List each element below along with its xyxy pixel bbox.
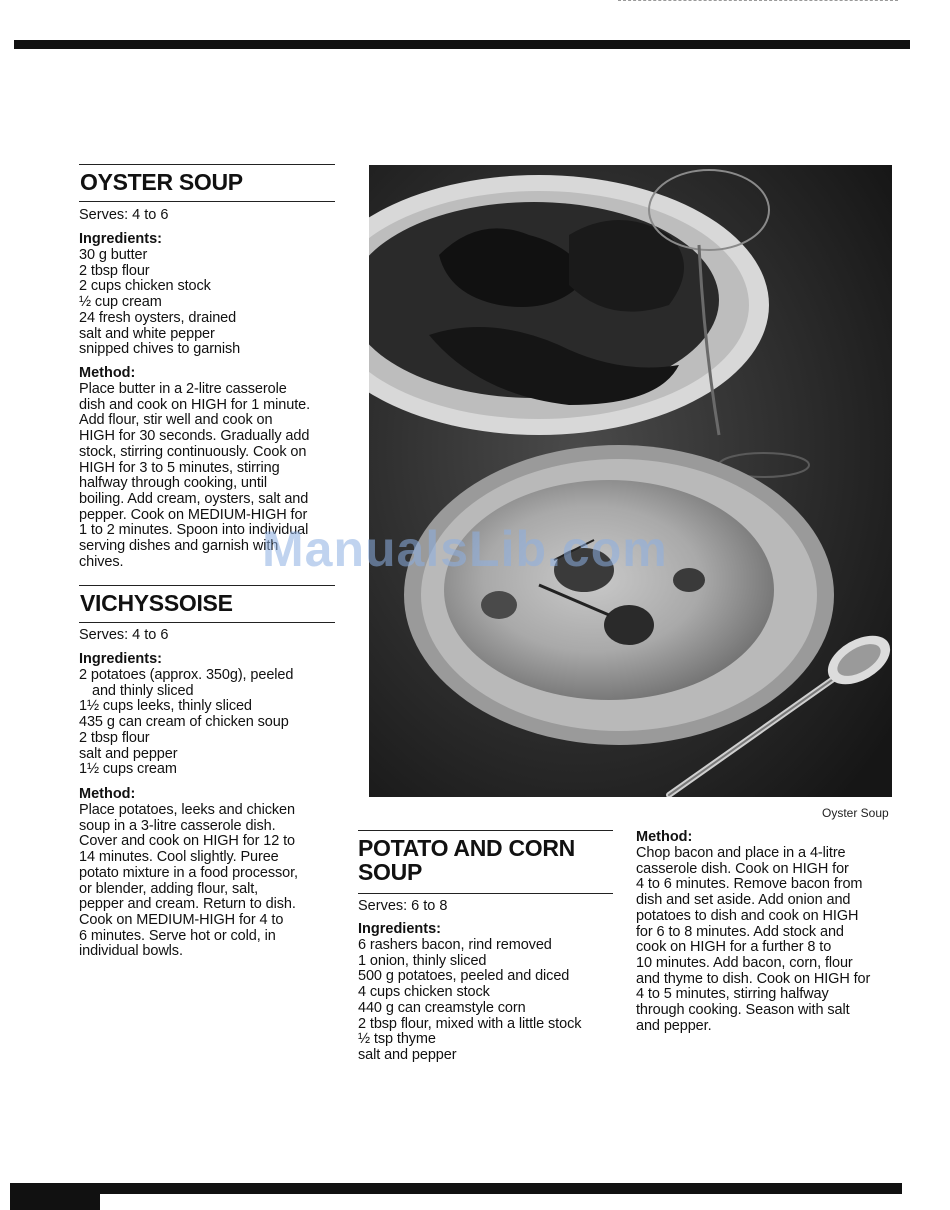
potato-ingredients-list — [358, 938, 581, 1064]
method-line: HIGH for 3 to 5 minutes, stirring — [79, 459, 280, 476]
ingredient-item: 30 g butter — [79, 247, 148, 263]
method-line: HIGH for 30 seconds. Gradually add — [79, 428, 310, 445]
method-line: Place butter in a 2-litre casserole — [79, 381, 287, 397]
method-line: Cover and cook on HIGH for 12 to — [79, 833, 296, 850]
page-number-tab — [10, 1192, 100, 1210]
method-line: or blender, adding flour, salt, — [79, 880, 259, 897]
method-line: 14 minutes. Cool slightly. Puree — [79, 849, 279, 866]
method-line: 10 minutes. Add bacon, corn, flour — [636, 954, 853, 971]
ingredient-item: snipped chives to garnish — [79, 341, 241, 358]
vichyssoise-top-rule — [79, 585, 335, 586]
ingredient-item: 2 tbsp flour — [79, 262, 150, 279]
method-line: and pepper. — [636, 1017, 712, 1034]
oyster-title-rule — [79, 201, 335, 202]
ingredient-item: and thinly sliced — [92, 682, 194, 699]
ingredient-item: 1 onion, thinly sliced — [358, 952, 487, 969]
method-line: through cooking. Season with salt — [636, 1002, 850, 1019]
ingredient-item: salt and pepper — [358, 1046, 457, 1063]
ingredient-item: 6 rashers bacon, rind removed — [358, 937, 552, 953]
ingredient-item: 2 cups chicken stock — [79, 278, 211, 295]
method-line: 4 to 6 minutes. Remove bacon from — [636, 876, 863, 893]
oyster-soup-illustration — [369, 165, 892, 797]
method-line: pepper and cream. Return to dish. — [79, 896, 296, 913]
vichyssoise-title-rule — [79, 622, 335, 623]
method-line: for 6 to 8 minutes. Add stock and — [636, 923, 844, 940]
ingredient-item: salt and pepper — [79, 745, 178, 762]
method-line: casserole dish. Cook on HIGH for — [636, 860, 849, 877]
vichyssoise-method-text — [79, 803, 298, 960]
ingredient-item: 500 g potatoes, peeled and diced — [358, 968, 570, 985]
method-line: dish and set aside. Add onion and — [636, 892, 851, 909]
ingredient-item: salt and white pepper — [79, 325, 215, 342]
potato-title-line: SOUP — [358, 859, 422, 885]
potato-title — [358, 836, 575, 884]
potato-method-text — [636, 846, 870, 1034]
oyster-ingredients-list — [79, 248, 240, 358]
vichyssoise-method-label: Method: — [79, 786, 136, 802]
vichyssoise-title: VICHYSSOISE — [80, 590, 233, 616]
method-line: Cook on MEDIUM-HIGH for 4 to — [79, 911, 284, 928]
method-line: Chop bacon and place in a 4-litre — [636, 845, 846, 861]
oyster-top-rule — [79, 164, 335, 165]
oyster-serves: Serves: 4 to 6 — [79, 207, 169, 223]
potato-method-label: Method: — [636, 829, 693, 845]
scan-artifact — [618, 0, 898, 3]
method-line: boiling. Add cream, oysters, salt and — [79, 490, 309, 507]
ingredient-item: 24 fresh oysters, drained — [79, 309, 237, 326]
ingredient-item: ½ cup cream — [79, 294, 162, 311]
method-line: stock, stirring continuously. Cook on — [79, 443, 307, 460]
oyster-soup-photo — [369, 165, 892, 797]
ingredient-item: ½ tsp thyme — [358, 1031, 436, 1048]
ingredient-item: 2 tbsp flour, mixed with a little stock — [358, 1015, 582, 1032]
method-line: potatoes to dish and cook on HIGH — [636, 907, 859, 924]
vichyssoise-ingredients-label: Ingredients: — [79, 651, 162, 667]
bottom-rule-bar — [10, 1183, 902, 1194]
oyster-title: OYSTER SOUP — [80, 169, 243, 195]
potato-ingredients-label: Ingredients: — [358, 921, 441, 937]
potato-title-rule — [358, 893, 613, 894]
ingredient-item: 1½ cups cream — [79, 761, 177, 778]
ingredient-item: 2 tbsp flour — [79, 729, 150, 746]
ingredient-item: 2 potatoes (approx. 350g), peeled — [79, 667, 294, 683]
potato-top-rule — [358, 830, 613, 831]
method-line: 6 minutes. Serve hot or cold, in — [79, 927, 276, 944]
method-line: 4 to 5 minutes, stirring halfway — [636, 986, 829, 1003]
method-line: serving dishes and garnish with — [79, 538, 279, 555]
method-line: potato mixture in a food processor, — [79, 864, 298, 881]
method-line: halfway through cooking, until — [79, 475, 268, 492]
ingredient-item: 435 g can cream of chicken soup — [79, 714, 289, 731]
method-line: Add flour, stir well and cook on — [79, 412, 273, 429]
photo-caption: Oyster Soup — [822, 806, 889, 820]
vichyssoise-serves: Serves: 4 to 6 — [79, 627, 169, 643]
method-line: chives. — [79, 553, 124, 570]
method-line: individual bowls. — [79, 943, 183, 960]
method-line: soup in a 3-litre casserole dish. — [79, 817, 276, 834]
method-line: pepper. Cook on MEDIUM-HIGH for — [79, 506, 308, 523]
ingredient-item: 1½ cups leeks, thinly sliced — [79, 698, 252, 715]
method-line: Place potatoes, leeks and chicken — [79, 802, 295, 818]
method-line: dish and cook on HIGH for 1 minute. — [79, 396, 311, 413]
ingredient-item: 4 cups chicken stock — [358, 984, 490, 1001]
method-line: and thyme to dish. Cook on HIGH for — [636, 970, 871, 987]
watermark: ManualsLib.com — [262, 521, 668, 577]
ingredient-item: 440 g can creamstyle corn — [358, 999, 526, 1016]
vichyssoise-ingredients-list — [79, 668, 293, 778]
oyster-method-label: Method: — [79, 365, 136, 381]
method-line: cook on HIGH for a further 8 to — [636, 939, 832, 956]
oyster-ingredients-label: Ingredients: — [79, 231, 162, 247]
potato-title-line: POTATO AND CORN — [358, 835, 575, 861]
top-rule-bar — [14, 40, 910, 49]
method-line: 1 to 2 minutes. Spoon into individual — [79, 522, 309, 539]
potato-serves: Serves: 6 to 8 — [358, 898, 448, 914]
